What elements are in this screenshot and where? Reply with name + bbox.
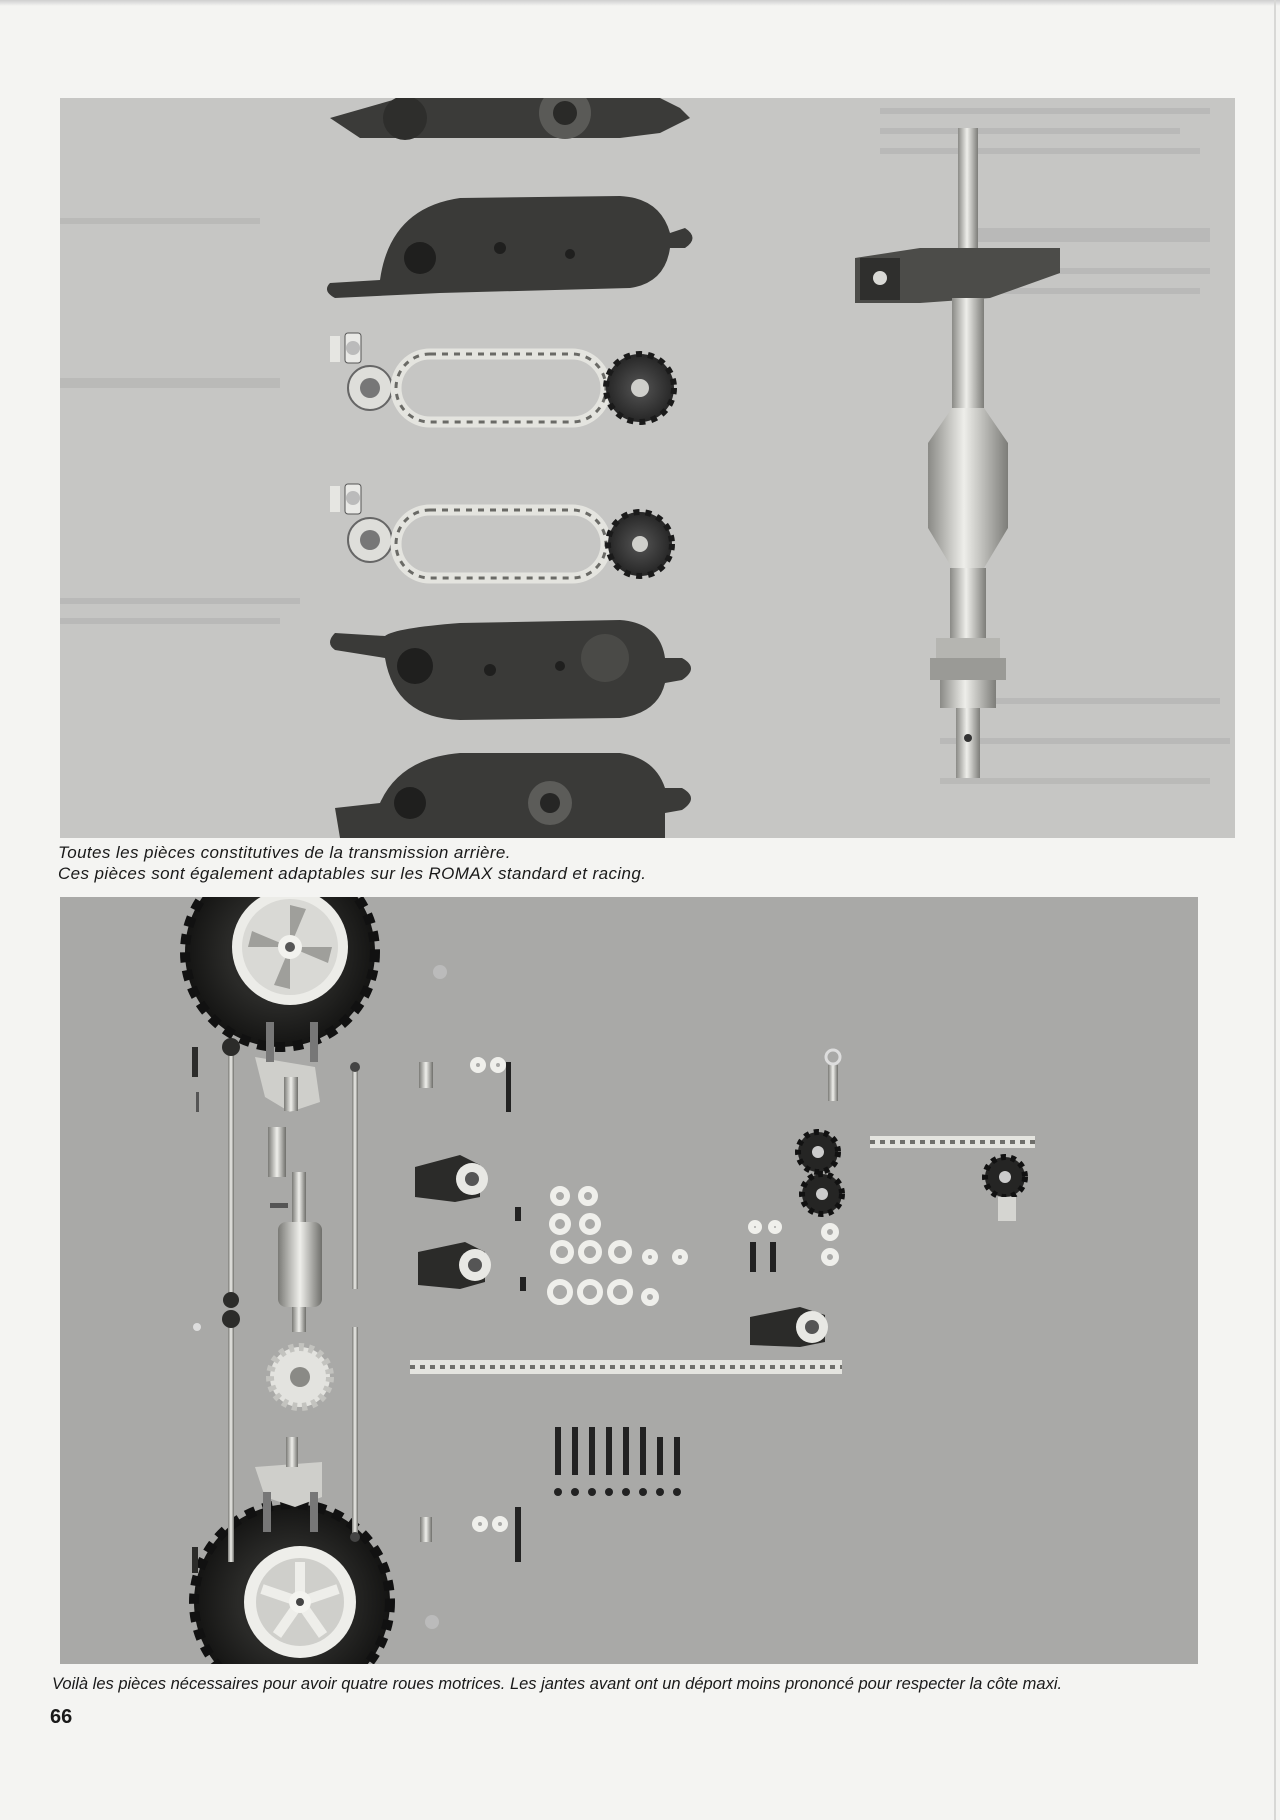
wheel-rear: [194, 1504, 390, 1664]
scan-edge: [0, 0, 1280, 6]
casing-bottom: [335, 753, 691, 838]
chain-set-2: [330, 484, 672, 578]
spur-gear: [270, 1347, 330, 1407]
bolts: [506, 1062, 776, 1562]
bearing-holders: [415, 1155, 828, 1347]
drive-shafts: [350, 1062, 360, 1542]
photo-rear-transmission: [60, 98, 1235, 838]
page-right-edge: [1274, 0, 1276, 1820]
center-diff-housing: [268, 1127, 322, 1332]
photo-four-wheel-drive-image: [60, 897, 1198, 1664]
washers: [473, 1060, 836, 1529]
chain-set-1: [330, 333, 674, 422]
chains: [410, 1142, 1035, 1367]
caption-four-wheel-drive: Voilà les pièces nécessaires pour avoir quatre roues motrices. Les jantes avant ont un déport moins prononcé pour respecter la côte maxi.: [52, 1675, 1063, 1693]
caption-line-1: Toutes les pièces constitutives de la transmission arrière.: [58, 843, 511, 862]
photo-four-wheel-drive-parts: [60, 897, 1198, 1664]
casing-upper: [327, 196, 693, 298]
wheel-front: [185, 897, 375, 1047]
tie-rods: [192, 1038, 240, 1573]
caption-line-2: Ces pièces sont également adaptables sur les ROMAX standard et racing.: [58, 864, 647, 883]
photo-rear-transmission-image: [60, 98, 1235, 838]
casing-lower: [330, 620, 691, 720]
page-number: 66: [50, 1706, 73, 1728]
caption-rear-transmission: [58, 842, 646, 884]
axle-shaft-assembly: [855, 128, 1060, 778]
casing-top: [330, 98, 690, 140]
